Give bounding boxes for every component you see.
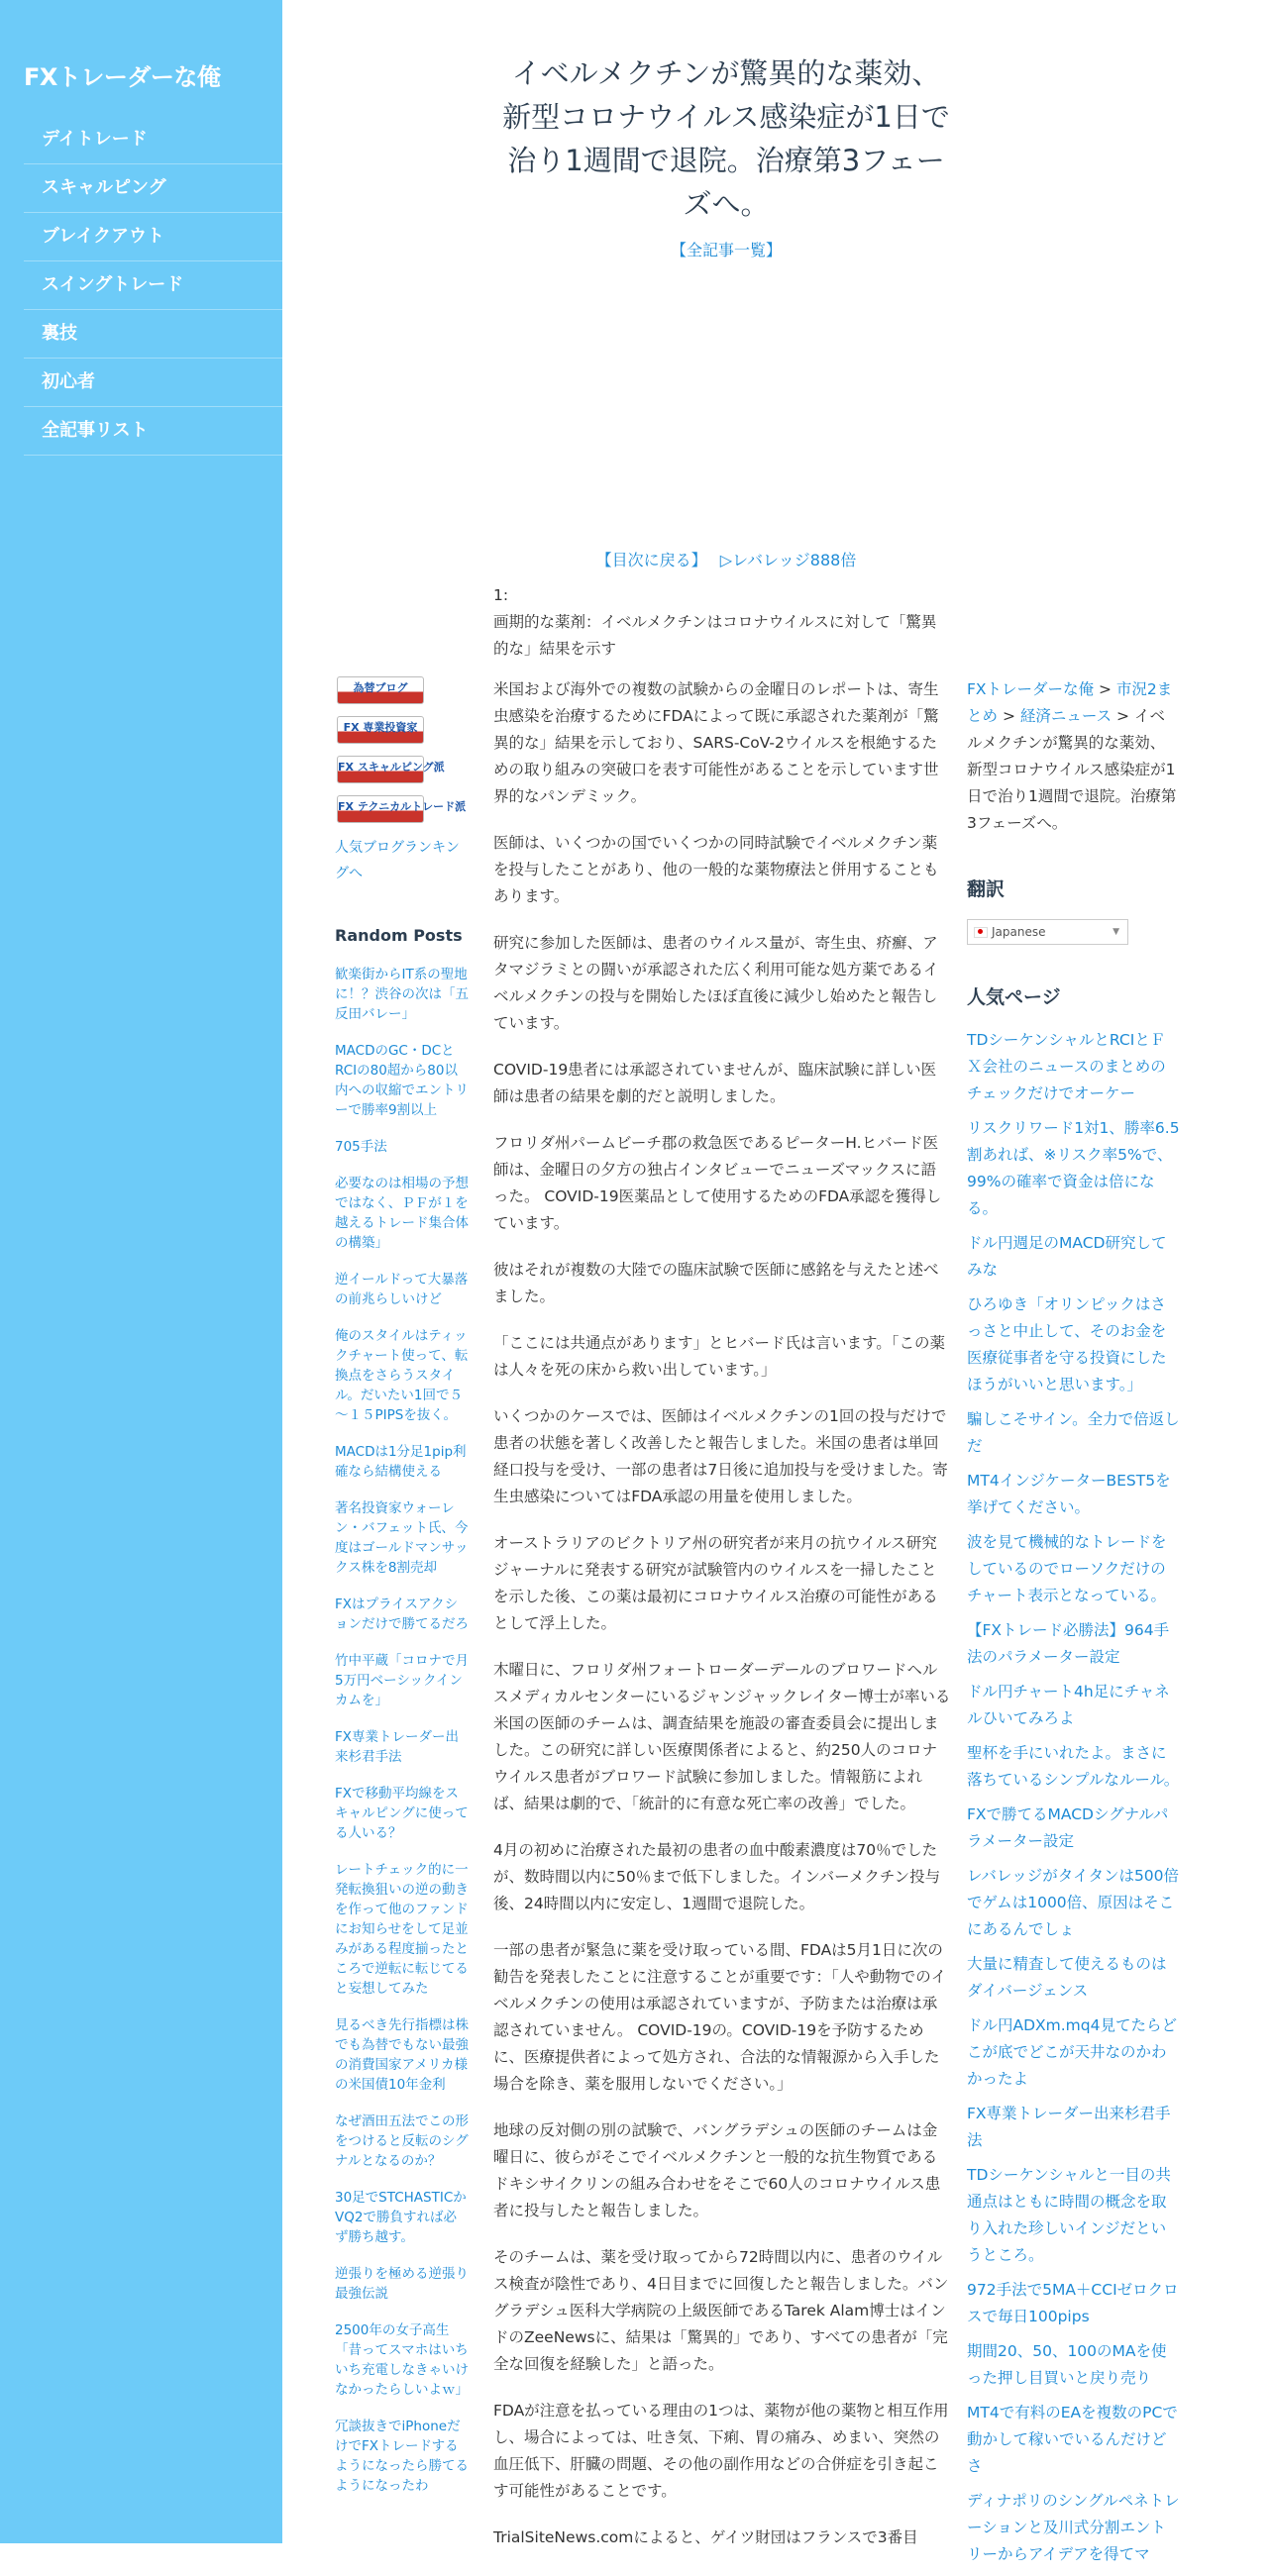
popular-page-link[interactable]: 騙しこそサイン。全力で倍返しだ — [967, 1410, 1180, 1455]
popular-pages-heading: 人気ページ — [967, 986, 1061, 1008]
popular-page-link[interactable]: FXで勝てるMACDシグナルパラメーター設定 — [967, 1805, 1169, 1850]
chevron-down-icon: ▼ — [1113, 927, 1119, 937]
random-post-link[interactable]: 逆張りを極める逆張り最強伝説 — [335, 2266, 469, 2302]
body-paragraph: 研究に参加した医師は、患者のウイルス量が、寄生虫、疥癬、アタマジラミとの闘いが承認された広く利用可能な処方薬であるイベルメクチンの投与を開始したほぼ直後に減少し始めたと報告しています。 — [493, 934, 939, 1032]
random-post-link[interactable]: 逆イールドって大暴落の前兆らしいけど — [335, 1272, 469, 1307]
popular-page-link[interactable]: TDシーケンシャルとRCIとＦＸ会社のニュースのまとめのチェックだけでオーケー — [967, 1031, 1166, 1102]
translate-heading: 翻訳 — [967, 878, 1006, 900]
random-posts-heading: Random Posts — [335, 926, 463, 945]
post-lead-text: 画期的な薬剤：イベルメクチンはコロナウイルスに対して「驚異的な」結果を示す — [493, 613, 937, 658]
random-post-link[interactable]: MACDのGC・DCとRCIの80超から80以内への収縮でエントリーで勝率9割以上 — [335, 1043, 469, 1118]
random-post-link[interactable]: 著名投資家ウォーレン・バフェット氏、今度はゴールドマンサックス株を8割売却 — [335, 1500, 469, 1576]
random-post-link[interactable]: 俺のスタイルはティックチャート使って、転換点をさらうスタイル。だいたい1回で５～１５PIPSを抜く。 — [335, 1328, 469, 1423]
body-paragraph: そのチームは、薬を受け取ってから72時間以内に、患者のウイルス検査が陰性であり、4日目までに回復したと報告しました。バングラデシュ医科大学病院の上級医師であるTarek Alam博士はインドのZeeNewsに、結果は「驚異的」であり、すべての患者が「完全な回復を経験した」と語った。 — [493, 2248, 949, 2373]
random-post-link[interactable]: FX専業トレーダー出来杉君手法 — [335, 1729, 460, 1765]
body-paragraph: フロリダ州パームビーチ郡の救急医であるピーターH.ヒバード医師は、金曜日の夕方の独占インタビューでニューズマックスに語った。 COVID-19医薬品として使用するためのFDA承認を獲得しています。 — [493, 1134, 942, 1232]
random-post-link[interactable]: 見るべき先行指標は株でも為替でもない最強の消費国家アメリカ様の米国債10年金利 — [335, 2017, 469, 2093]
body-paragraph: COVID-19患者には承認されていませんが、臨床試験に詳しい医師は患者の結果を劇的だと説明しました。 — [493, 1061, 937, 1105]
post-lead — [493, 582, 949, 663]
main-nav — [24, 116, 282, 456]
body-paragraph: オーストラリアのビクトリア州の研究者が来月の抗ウイルス研究ジャーナルに発表する研究が試験管内のウイルスを一掃したことを示した後、この薬は最初にコロナウイルス治療の可能性があるとして浮上した。 — [493, 1534, 938, 1632]
left-widget-column — [335, 676, 469, 2513]
body-paragraph: いくつかのケースでは、医師はイベルメクチンの1回の投与だけで患者の状態を著しく改善したと報告しました。米国の患者は単回経口投与を受け、一部の患者は7日後に追加投与を受けました。寄生虫感染についてはFDA承認の用量を使用しました。 — [493, 1407, 948, 1505]
random-post-link[interactable]: なぜ酒田五法でこの形をつけると反転のシグナルとなるのか？ — [335, 2113, 469, 2169]
random-post-link[interactable]: 竹中平蔵「コロナで月5万円ベーシックインカムを」 — [335, 1653, 469, 1708]
body-paragraph: 一部の患者が緊急に薬を受け取っている間、FDAは5月1日に次の勧告を発表したことに注意することが重要です：「人や動物でのイベルメクチンの使用は承認されていますが、予防または治療は承認されていません。 COVID-19の。COVID-19を予防するために、医療提供者によって処方され、合法的な情報源から入手した場合を除き、薬を服用しないでください。」 — [493, 1941, 947, 2093]
body-paragraph: TrialSiteNews.comによると、ゲイツ財団はフランスで3番目 — [493, 2528, 918, 2546]
nav-item-tricks[interactable]: 裏技 — [24, 310, 282, 359]
right-widget-column — [967, 676, 1180, 2576]
popular-page-link[interactable]: TDシーケンシャルと一目の共通点はともに時間の概念を取り入れた珍しいインジだというところ。 — [967, 2166, 1171, 2264]
nav-item-daytrade[interactable]: デイトレード — [24, 116, 282, 164]
article-title: イベルメクチンが驚異的な薬効、新型コロナウイルス感染症が1日で治り1週間で退院。治療第3フェーズへ。 — [502, 56, 950, 221]
random-post-link[interactable]: 必要なのは相場の予想ではなく、ＰＦが１を越えるトレード集合体の構築」 — [335, 1176, 469, 1251]
random-post-link[interactable]: 歓楽街からIT系の聖地に！？渋谷の次は「五反田バレー」 — [335, 967, 469, 1022]
body-paragraph: 「ここには共通点があります」とヒバード氏は言います。「この薬は人々を死の床から救い出しています。」 — [493, 1334, 946, 1379]
body-paragraph: FDAが注意を払っている理由の1つは、薬物が他の薬物と相互作用し、場合によっては、吐き気、下痢、胃の痛み、めまい、突然の血圧低下、肝臓の問題、その他の副作用などの合併症を引き起こす可能性があることです。 — [493, 2402, 949, 2500]
site-title[interactable]: FXトレーダーな俺 — [24, 63, 221, 91]
popular-page-link[interactable]: リスクリワード1対1、勝率6.5割あれば、※リスク率5%で、99%の確率で資金は倍になる。 — [967, 1119, 1180, 1217]
breadcrumb-category[interactable]: 市況2まとめ — [967, 680, 1173, 725]
popular-page-link[interactable]: 期間20、50、100のMAを使った押し目買いと戻り売り — [967, 2342, 1167, 2387]
popular-page-link[interactable]: ディナポリのシングルペネトレーションと及川式分割エントリーからアイデアを得てマ — [967, 2492, 1180, 2563]
article-body — [493, 676, 951, 2571]
breadcrumb-separator: > — [998, 707, 1020, 725]
japan-flag-icon — [974, 927, 988, 938]
random-post-link[interactable]: 2500年の女子高生「昔ってスマホはいちいち充電しなきゃいけなかったらしいよｗ」 — [335, 2322, 469, 2398]
popular-page-link[interactable]: 972手法で5MA＋CCIゼロクロスで毎日100pips — [967, 2281, 1179, 2325]
article-nav-row — [500, 548, 952, 570]
next-article-link[interactable]: ▷レバレッジ888倍 — [719, 551, 857, 569]
random-post-link[interactable]: FXはプライスアクションだけで勝てるだろ — [335, 1597, 469, 1632]
random-post-link[interactable]: レートチェック的に一発転換狙いの逆の動きを作って他のファンドにお知らせをして足並みがある程度揃ったところで逆転に転じてると妄想してみた — [335, 1862, 469, 1997]
popular-page-link[interactable]: レバレッジがタイタンは500倍でゲムは1000倍、原因はそこにあるんでしょ — [967, 1867, 1180, 1938]
random-post-link[interactable]: MACDは1分足1pip利確なら結構使える — [335, 1444, 467, 1480]
body-paragraph: 4月の初めに治療された最初の患者の血中酸素濃度は70％でしたが、数時間以内に50％まで低下しました。インバーメクチン投与後、24時間以内に安定し、1週間で退院した。 — [493, 1841, 941, 1912]
random-post-link[interactable]: 冗談抜きでiPhoneだけでFXトレードするようになったら勝てるようになったわ — [335, 2419, 469, 2494]
popular-page-link[interactable]: ドル円チャート4h足にチャネルひいてみろよ — [967, 1683, 1170, 1727]
post-number: 1: — [493, 586, 509, 604]
popular-page-link[interactable]: 大量に精査して使えるものはダイバージェンス — [967, 1955, 1167, 2000]
breadcrumb-separator: > — [1094, 680, 1116, 698]
body-paragraph: 米国および海外での複数の試験からの金曜日のレポートは、寄生虫感染を治療するためにFDAによって既に承認された薬剤が「驚異的な」結果を示しており、SARS-CoV-2ウイルスを根絶するための取り組みの突破口を表す可能性があることを示しています世界的なパンデミック。 — [493, 680, 939, 805]
breadcrumb-current: イベルメクチンが驚異的な薬効、新型コロナウイルス感染症が1日で治り1週間で退院。治療第3フェーズへ。 — [967, 707, 1177, 832]
random-post-link[interactable]: 705手法 — [335, 1139, 387, 1155]
popular-page-link[interactable]: 【FXトレード必勝法】964手法のパラメーター設定 — [967, 1621, 1170, 1666]
popular-page-link[interactable]: 聖杯を手にいれたよ。まさに落ちているシンプルなルール。 — [967, 1744, 1180, 1789]
random-post-link[interactable]: FXで移動平均線をスキャルピングに使ってる人いる？ — [335, 1786, 469, 1841]
random-posts-list — [335, 965, 469, 2496]
popular-page-link[interactable]: MT4で有料のEAを複数のPCで動かして稼いでいるんだけどさ — [967, 2404, 1178, 2475]
breadcrumb — [967, 676, 1180, 837]
all-articles-link[interactable]: 【全記事一覧】 — [670, 241, 782, 259]
ranking-badge-fx-professional[interactable]: FX 専業投資家 — [337, 716, 424, 744]
popular-page-link[interactable]: ドル円週足のMACD研究してみな — [967, 1234, 1167, 1279]
random-post-link[interactable]: 30足でSTCHASTICかVQ2で勝負すれば必ず勝ち越す。 — [335, 2190, 467, 2245]
popular-page-link[interactable]: ひろゆき「オリンピックはさっさと中止して、そのお金を医療従事者を守る投資にしたほうがいいと思います。」 — [967, 1295, 1167, 1393]
ranking-badge-fx-scalping[interactable]: FX スキャルピング派 — [337, 756, 424, 783]
nav-item-all-articles[interactable]: 全記事リスト — [24, 407, 282, 456]
language-selected: Japanese — [992, 925, 1046, 939]
breadcrumb-separator: > — [1112, 707, 1134, 725]
nav-item-breakout[interactable]: ブレイクアウト — [24, 213, 282, 261]
breadcrumb-home[interactable]: FXトレーダーな俺 — [967, 680, 1095, 698]
nav-item-scalping[interactable]: スキャルピング — [24, 164, 282, 213]
body-paragraph: 医師は、いくつかの国でいくつかの同時試験でイベルメクチン薬を投与したことがあり、他の一般的な薬物療法と併用することもあります。 — [493, 834, 939, 905]
language-select[interactable] — [967, 919, 1128, 945]
site-sidebar — [0, 0, 282, 2543]
body-paragraph: 地球の反対側の別の試験で、バングラデシュの医師のチームは金曜日に、彼らがそこでイベルメクチンと一般的な抗生物質であるドキシサイクリンの組み合わせをそこで60人のコロナウイルス患者に投与したと報告しました。 — [493, 2121, 941, 2219]
ranking-badge-fx-technical[interactable]: FX テクニカルトレード派 — [337, 795, 424, 823]
toc-back-link[interactable]: 【目次に戻る】 — [595, 551, 707, 569]
popular-page-link[interactable]: FX専業トレーダー出来杉君手法 — [967, 2105, 1171, 2149]
nav-item-swingtrade[interactable]: スイングトレード — [24, 261, 282, 310]
popular-page-link[interactable]: ドル円ADXm.mq4見てたらどこが底でどこが天井なのかわかったよ — [967, 2016, 1177, 2088]
blog-ranking-link[interactable]: 人気ブログランキングへ — [335, 840, 460, 881]
breadcrumb-subcategory[interactable]: 経済ニュース — [1019, 707, 1113, 725]
body-paragraph: 彼はそれが複数の大陸での臨床試験で医師に感銘を与えたと述べました。 — [493, 1261, 939, 1305]
popular-page-link[interactable]: MT4インジケーターBEST5を挙げてください。 — [967, 1472, 1171, 1516]
popular-page-link[interactable]: 波を見て機械的なトレードをしているのでローソクだけのチャート表示となっている。 — [967, 1533, 1167, 1604]
ranking-badge-forex-blog[interactable]: 為替ブログ — [337, 676, 424, 704]
nav-item-beginner[interactable]: 初心者 — [24, 359, 282, 407]
body-paragraph: 木曜日に、フロリダ州フォートローダーデールのブロワードヘルスメディカルセンターにいるジャンジャックレイター博士が率いる米国の医師のチームは、調査結果を施設の審査委員会に提出しました。この研究に詳しい医療関係者によると、約250人のコロナウイルス患者がブロワード試験に参加しました。情報筋によれば、結果は劇的で、「統計的に有意な死亡率の改善」でした。 — [493, 1661, 951, 1812]
popular-pages-list — [967, 1027, 1180, 2568]
